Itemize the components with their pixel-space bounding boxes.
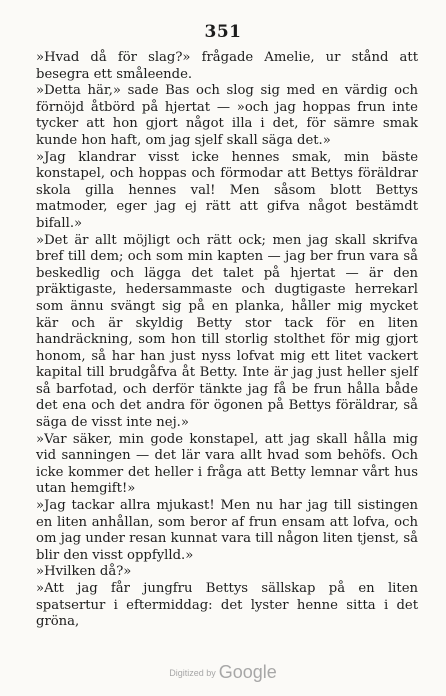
paragraph: »Det är allt möjligt och rätt ock; men jag skall skrifva bref till dem; och som min kapten — jag ber frun vara så beskedlig och lägga det talet på hjertat — är den präktigaste, hedersammaste och dugtigaste herrekarl som ännu svängt sig på en planka, håller mig mycket kär och är skyldig Betty stor tack för en liten handräckning, som hon till storlig stolthet för mig gjort honom, så har han just nyss lofvat mig ett litet vackert kapital till brudgåfva åt Betty. Inte är jag just heller sjelf så barfotad, och derför tänkte jag få be frun hålla både det ena och det andra för ögonen på Bettys föräldrar, så säga de visst inte nej.» <box>36 232 418 431</box>
digitization-watermark <box>0 662 446 683</box>
watermark-prefix: Digitized by <box>169 667 216 678</box>
paragraph: »Att jag får jungfru Bettys sällskap på en liten spatsertur i eftermiddag: det lyster henne sitta i det gröna, <box>36 581 418 630</box>
watermark-brand: Google <box>218 662 277 682</box>
paragraph: »Jag klandrar visst icke hennes smak, min bäste konstapel, och hoppas och förmodar att Bettys föräldrar skola gilla hennes val! Men såsom blott Bettys matmoder, eger jag ej rätt att gifva något bestämdt bifall.» <box>36 149 418 231</box>
page-number: 351 <box>204 22 242 42</box>
paragraph: »Hvilken då?» <box>36 564 132 580</box>
paragraph: »Jag tackar allra mjukast! Men nu har jag till sistingen en liten anhållan, som beror af frun ensam att lofva, och om jag under resan kunnat vara till någon liten tjenst, så blir den visst oppfylld.» <box>36 498 418 563</box>
paragraph: »Hvad då för slag?» frågade Amelie, ur stånd att besegra ett småleende. <box>36 50 418 82</box>
paragraph: »Detta här,» sade Bas och slog sig med en värdig och förnöjd åtbörd på hjertat — »och jag hoppas frun inte tycker att hon gjort något illa i det, för sämre smak kunde hon haft, om jag sjelf skall säga det.» <box>36 83 418 148</box>
body-text <box>36 50 418 631</box>
paragraph: »Var säker, min gode konstapel, att jag skall hålla mig vid sanningen — det lär vara allt hvad som behöfs. Och icke kommer det heller i fråga att Betty lemnar vårt hus utan hemgift!» <box>36 431 418 497</box>
